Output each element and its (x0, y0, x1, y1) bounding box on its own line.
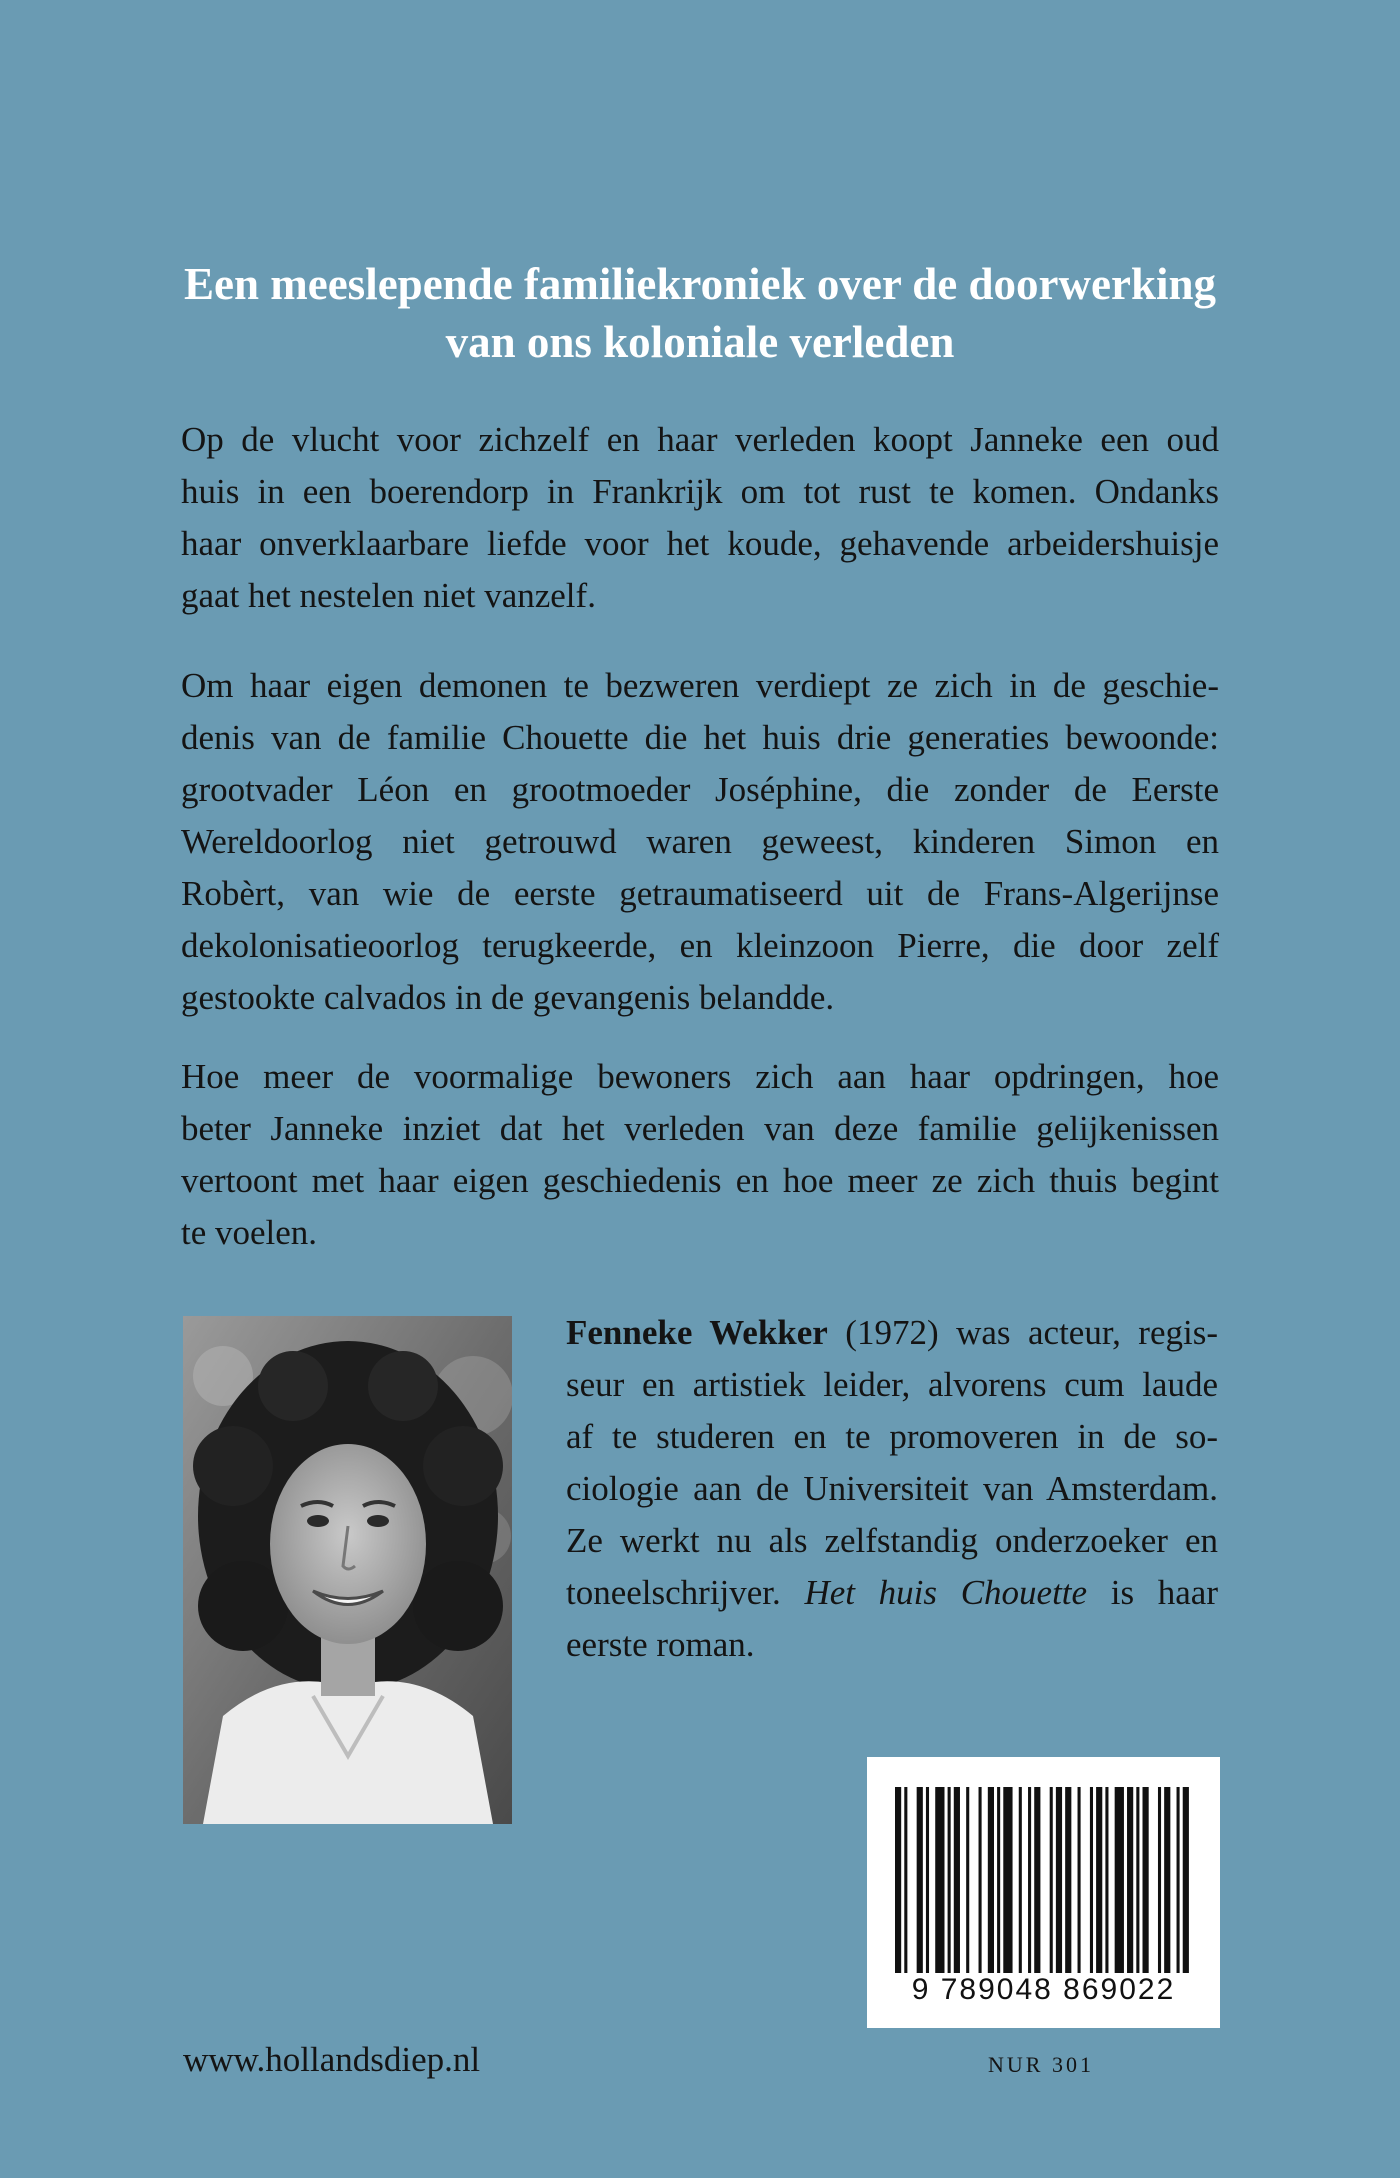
blurb-paragraph-1 (181, 414, 1219, 622)
barcode-bar (926, 1787, 929, 1973)
blurb-line: Hoe meer de voormalige bewoners zich aan haar opdringen, hoe (181, 1057, 1219, 1096)
author-name: Fenneke Wekker (566, 1313, 828, 1352)
headline-line-1: Een meeslepende familiekroniek over de doorwerking (183, 259, 1216, 309)
barcode-bar (1115, 1787, 1124, 1973)
portrait-photo-icon (183, 1316, 512, 1824)
barcode-bar (1143, 1787, 1149, 1973)
nur-code: NUR 301 (988, 2052, 1094, 2077)
blurb-line: huis in een boerendorp in Frankrijk om tot rust te komen. Ondanks (181, 472, 1219, 511)
barcode-bar (1158, 1787, 1161, 1973)
barcode-bar (1164, 1787, 1170, 1973)
barcode-bar (1177, 1787, 1180, 1973)
barcode-bar (1003, 1787, 1012, 1973)
blurb-paragraph-2 (181, 660, 1219, 1024)
barcode-bar (1034, 1787, 1040, 1973)
book-title: Het huis Chouette (804, 1573, 1088, 1612)
barcode-bar (1105, 1787, 1108, 1973)
barcode-bar (1050, 1787, 1053, 1973)
barcode-bar (935, 1787, 944, 1973)
barcode-bar (904, 1787, 907, 1973)
barcode-bar (979, 1787, 982, 1973)
blurb-line: Wereldoorlog niet getrouwd waren geweest, kinderen Simon en (181, 822, 1219, 861)
blurb-line: te voelen. (181, 1213, 318, 1252)
bio-line: ciologie aan de Universiteit van Amsterdam. (566, 1469, 1218, 1508)
blurb-line: gestookte calvados in de gevangenis belandde. (181, 978, 835, 1017)
blurb-line: dekolonisatieoorlog terugkeerde, en kleinzoon Pierre, die door zelf (181, 926, 1219, 965)
bio-line: seur en artistiek leider, alvorens cum laude (566, 1365, 1218, 1404)
bio-line (566, 1567, 1218, 1619)
blurb-line: Robèrt, van wie de eerste getraumatiseerd uit de Frans-Algerijnse (181, 874, 1219, 913)
cover-headline (120, 255, 1280, 371)
barcode-bar (1096, 1787, 1102, 1973)
barcode-bar (1078, 1787, 1081, 1973)
headline-line-2: van ons koloniale verleden (445, 317, 955, 367)
blurb-line: gaat het nestelen niet vanzelf. (181, 576, 596, 615)
bio-line: Ze werkt nu als zelfstandig onderzoeker en (566, 1521, 1218, 1560)
barcode-bar (1127, 1787, 1133, 1973)
bio-text: toneelschrijver. (566, 1573, 805, 1612)
bio-line (566, 1307, 1218, 1359)
bio-text: is haar (1087, 1573, 1218, 1612)
barcode-bar (1019, 1787, 1022, 1973)
barcode-bar (966, 1787, 969, 1973)
bio-text: (1972) was acteur, regis- (827, 1313, 1218, 1352)
barcode-bar (948, 1787, 951, 1973)
barcode-bar (1056, 1787, 1062, 1973)
blurb-paragraph-3 (181, 1051, 1219, 1259)
barcode-bar (997, 1787, 1000, 1973)
author-bio (566, 1307, 1218, 1671)
publisher-website: www.hollandsdiep.nl (183, 2040, 481, 2079)
blurb-line: haar onverklaarbare liefde voor het koude, gehavende arbeidershuisje (181, 524, 1219, 563)
barcode-bar (1028, 1787, 1031, 1973)
barcode-bar (1065, 1787, 1071, 1973)
blurb-line: grootvader Léon en grootmoeder Joséphine, die zonder de Eerste (181, 770, 1219, 809)
blurb-line: Om haar eigen demonen te bezweren verdiept ze zich in de geschie- (181, 666, 1219, 705)
blurb-line: Op de vlucht voor zichzelf en haar verleden koopt Janneke een oud (181, 420, 1219, 459)
blurb-line: denis van de familie Chouette die het huis drie generaties bewoonde: (181, 718, 1219, 757)
author-photo (183, 1316, 512, 1824)
barcode-bar (917, 1787, 923, 1973)
barcode-bar (1183, 1787, 1189, 1973)
barcode-bar (954, 1787, 960, 1973)
isbn-number: 9 789048 869022 (911, 1973, 1176, 2006)
barcode-icon (895, 1787, 1192, 1973)
bio-line: eerste roman. (566, 1625, 755, 1664)
blurb-line: vertoont met haar eigen geschiedenis en hoe meer ze zich thuis begint (181, 1161, 1219, 1200)
barcode-bar (1136, 1787, 1139, 1973)
barcode (867, 1757, 1220, 2028)
barcode-bar (895, 1787, 901, 1973)
barcode-bar (988, 1787, 994, 1973)
blurb-line: beter Janneke inziet dat het verleden van deze familie gelijkenissen (181, 1109, 1219, 1148)
bio-line: af te studeren en te promoveren in de so- (566, 1417, 1218, 1456)
barcode-bar (1090, 1787, 1093, 1973)
